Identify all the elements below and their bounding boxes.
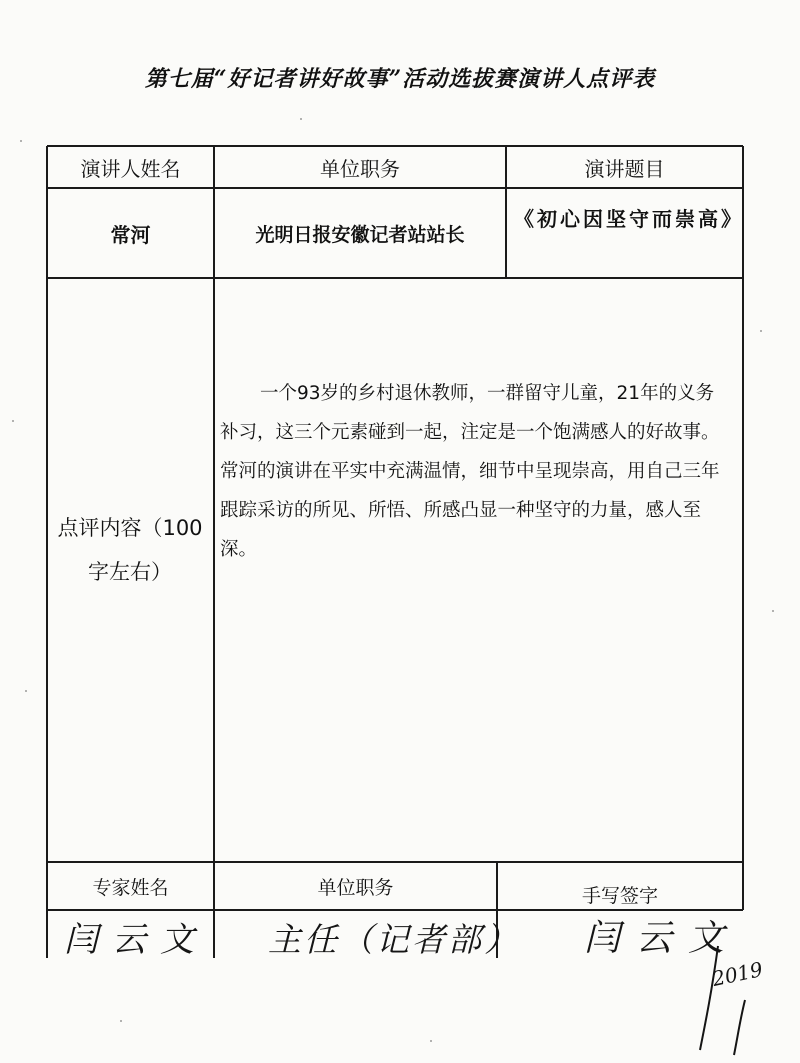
speaker-position: 光明日报安徽记者站站长 [255, 223, 465, 246]
speech-topic: 《初心因坚守而崇高》 [514, 207, 744, 231]
header-speech-topic: 演讲题目 [584, 156, 665, 181]
expert-position-handwritten: 主任（记者部） [268, 920, 520, 959]
header-signature: 手写签字 [581, 884, 658, 907]
comment-text: 一个93岁的乡村退休教师，一群留守儿童，21年的义务补习，这三个元素碰到一起，注定是一个饱满感人的好故事。常河的演讲在平实中充满温情，细节中呈现崇高，用自己三年跟踪采访的所见、所悟、所感凸显一种坚守的力量，感人至深。 [220, 383, 720, 560]
expert-signature-handwritten: 闫云文 [584, 918, 741, 959]
header-expert-name: 专家姓名 [92, 876, 169, 899]
form-title: 第七届“好记者讲好故事”活动选拔赛演讲人点评表 [144, 66, 656, 92]
header-expert-position: 单位职务 [317, 876, 394, 899]
speaker-name: 常河 [110, 222, 151, 247]
header-speaker-position: 单位职务 [320, 156, 400, 181]
comment-label: 点评内容（100字左右） [57, 516, 203, 584]
signature-date-handwritten: 2019 [710, 956, 765, 992]
expert-name-handwritten: 闫云文 [64, 920, 208, 960]
header-speaker-name: 演讲人姓名 [80, 156, 181, 181]
